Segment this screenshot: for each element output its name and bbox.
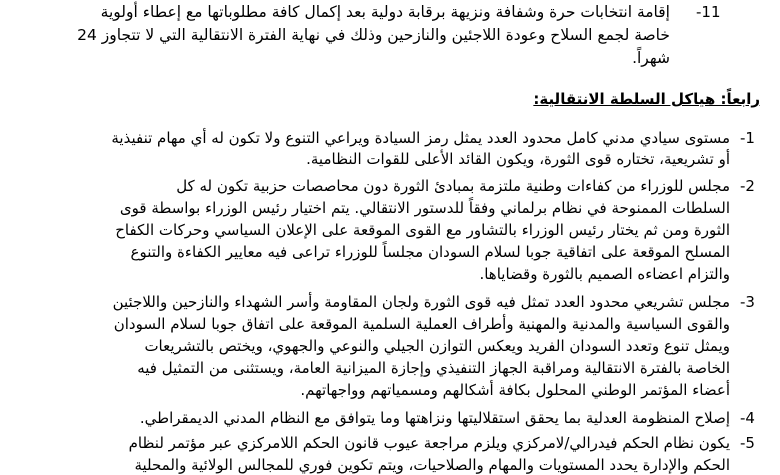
item-11-line-2: خاصة لجمع السلاح وعودة اللاجئين والنازحين وذلك في نهاية الفترة الانتقالية التي لا تتجاوز 24	[77, 26, 670, 44]
item-2-line-3: الثورة ومن ثم يختار رئيس الوزراء بالتشاور مع القوى الموقعة على الإعلان السياسي وحركات الكفاح	[115, 221, 730, 239]
item-11-line-3: شهراً.	[632, 49, 670, 67]
item-2-line-4: المسلح الموقعة على اتفاقية جوبا لسلام السودان مجلساً للوزراء تراعى فيه معايير الكفاءة والتنوع	[130, 243, 730, 261]
item-3-line-4: الخاصة بالفترة الانتقالية ومراقبة الجهاز التنفيذي وإجازة الميزانية العامة، ويستثنى من التمثيل فيه	[137, 359, 730, 377]
item-2-number: -2	[740, 177, 755, 195]
item-3-line-3: ويمثل تنوع وتعدد السودان الفريد ويعكس التوازن الجيلي والنوعي والجهوي، ويختص بالتشريعات	[144, 337, 730, 355]
item-1-line-2: أو تشريعية، تختاره قوى الثورة، ويكون القائد الأعلى للقوات النظامية.	[306, 150, 730, 168]
item-2-line-2: السلطات الممنوحة في نظام برلماني وفقاً للدستور الانتقالي. يتم اختيار رئيس الوزراء بواسطة قوى	[119, 199, 730, 217]
item-2-line-1: مجلس للوزراء من كفاءات وطنية ملتزمة بمبادئ الثورة دون محاصصات حزبية تكون له كل	[176, 177, 730, 195]
item-3-line-5: أعضاء المؤتمر الوطني المحلول بكافة أشكالهم ومسمياتهم وواجهاتهم.	[300, 381, 730, 399]
item-3-line-2: والقوى السياسية والمدنية والمهنية وأطراف العملية السلمية الموقعة على اتفاق جوبا لسلام السودان	[113, 315, 730, 333]
section-heading: رابعاً: هياكل السلطة الانتقالية:	[533, 90, 760, 108]
item-5-number: -5	[740, 434, 755, 452]
item-3-line-1: مجلس تشريعي محدود العدد تمثل فيه قوى الثورة ولجان المقاومة وأسر الشهداء والنازحين واللاجئين	[112, 293, 730, 311]
item-11-number: -11	[696, 3, 721, 21]
item-2-line-5: والتزام اعضاءه الصميم بالثورة وقضاياها.	[479, 265, 730, 283]
item-4-line-1: إصلاح المنظومة العدلية بما يحقق استقلاليتها ونزاهتها وما يتوافق مع النظام المدني الديمقراطي.	[139, 409, 730, 427]
item-1-line-1: مستوى سيادي مدني كامل محدود العدد يمثل رمز السيادة ويراعي التنوع ولا تكون له أي مهام تنفيذية	[111, 129, 730, 147]
item-1-number: -1	[740, 129, 755, 147]
item-5-line-1: يكون نظام الحكم فيدرالي/لامركزي ويلزم مراجعة عيوب قانون الحكم اللامركزي عبر مؤتمر لنظام	[128, 434, 730, 452]
item-5-line-2: الحكم والإدارة يحدد المستويات والمهام والصلاحيات، ويتم تكوين فوري للمجالس الولائية والمحلية	[134, 456, 730, 474]
item-3-number: -3	[740, 293, 755, 311]
item-4-number: -4	[740, 409, 755, 427]
item-11-line-1: إقامة انتخابات حرة وشفافة ونزيهة برقابة دولية بعد إكمال كافة مطلوباتها مع إعطاء أولوية	[100, 3, 670, 21]
